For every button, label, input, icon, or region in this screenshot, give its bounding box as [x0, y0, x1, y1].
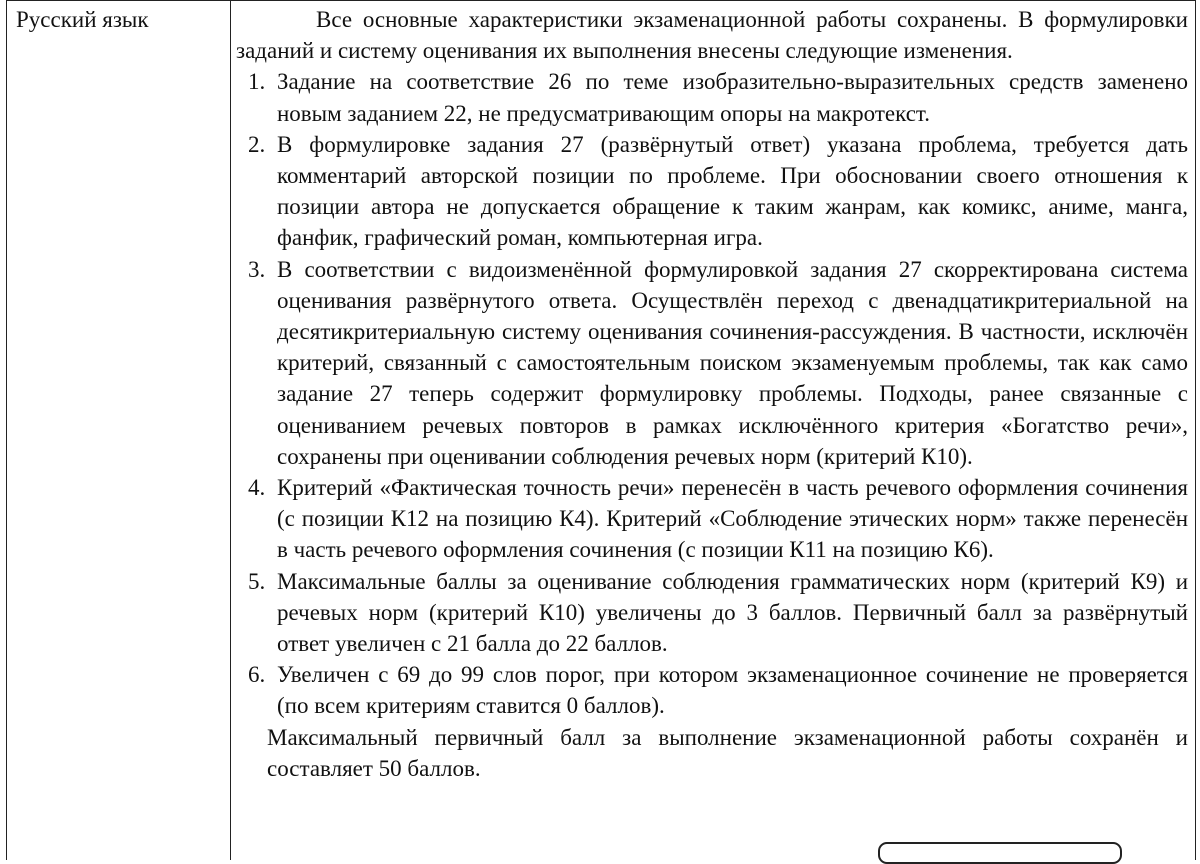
list-item-text: В соответствии с видоизменённой формулировкой задания 27 скорректирована система оценивания развёрнутого ответа. Осуществлён переход с двенадцатикритериальной на десятикритериальную систему оценивания сочинения-рассуждения. В частности, исключён критерий, связанный с самостоятельным поиском экзаменуемым проблемы, так как само задание 27 теперь содержит формулировку проблемы. Подходы, ранее связанные с оцениванием речевых повторов в рамках исключённого критерия «Богатство речи», сохранены при оценивании соблюдения речевых норм (критерий К10). — [277, 256, 1188, 469]
list-item-number: 4. — [248, 475, 266, 501]
list-item — [236, 566, 1188, 660]
list-item — [236, 254, 1188, 472]
list-item-number: 3. — [248, 256, 266, 282]
scrollbar-thumb[interactable] — [878, 842, 1122, 864]
table-top-border — [7, 0, 1195, 1]
document-table — [6, 0, 1196, 860]
content-cell — [236, 4, 1188, 784]
list-item — [236, 472, 1188, 566]
list-item-text: Критерий «Фактическая точность речи» перенесён в часть речевого оформления сочинения (с позиции К12 на позицию К4). Критерий «Соблюдение этических норм» также перенесён в часть речевого оформления сочинения (с позиции К11 на позицию К6). — [277, 475, 1188, 563]
list-item-text: В формулировке задания 27 (развёрнутый ответ) указана проблема, требуется дать комментарий авторской позиции по проблеме. При обосновании своего отношения к позиции автора не допускается обращение к таким жанрам, как комикс, аниме, манга, фанфик, графический роман, компьютерная игра. — [277, 131, 1188, 251]
list-item — [236, 659, 1188, 721]
list-item — [236, 66, 1188, 128]
list-item-number: 6. — [248, 662, 266, 688]
list-item-text: Задание на соответствие 26 по теме изобразительно-выразительных средств заменено новым заданием 22, не предусматривающим опоры на макротекст. — [277, 69, 1188, 126]
list-item-number: 2. — [248, 131, 266, 157]
list-item-text: Максимальные баллы за оценивание соблюдения грамматических норм (критерий К9) и речевых норм (критерий К10) увеличены до 3 баллов. Первичный балл за развёрнутый ответ увеличен с 21 балла до 22 баллов. — [277, 568, 1188, 657]
intro-paragraph: Все основные характеристики экзаменационной работы сохранены. В формулировки заданий и систему оценивания их выполнения внесены следующие изменения. — [236, 7, 1188, 64]
changes-list — [236, 66, 1188, 721]
list-item-number: 1. — [248, 69, 266, 95]
subject-cell: Русский язык — [16, 7, 149, 32]
final-paragraph: Максимальный первичный балл за выполнение экзаменационной работы сохранён и составляет 50 баллов. — [267, 724, 1188, 781]
column-divider — [230, 0, 231, 860]
list-item — [236, 129, 1188, 254]
list-item-text: Увеличен с 69 до 99 слов порог, при котором экзаменационное сочинение не проверяется (по всем критериям ставится 0 баллов). — [277, 662, 1188, 719]
list-item-number: 5. — [248, 568, 266, 594]
